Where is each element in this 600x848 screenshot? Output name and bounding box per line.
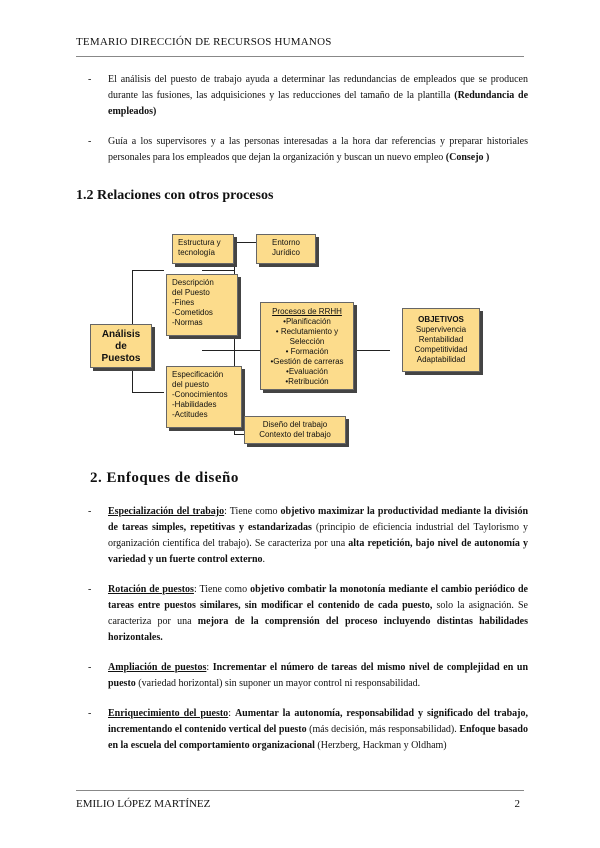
- enfoque-text: :: [206, 662, 213, 673]
- enfoque-title: Rotación de puestos: [108, 584, 194, 595]
- connector: [132, 366, 133, 392]
- box-line: Estructura y: [178, 238, 221, 247]
- page-number: 2: [514, 798, 520, 810]
- descripcion-box: [166, 274, 238, 336]
- footer-rule: [76, 790, 524, 791]
- connector: [132, 270, 133, 324]
- enfoque-text: (variedad horizontal) sin suponer un mayor control ni responsabilidad.: [135, 678, 421, 689]
- box-line: del Puesto: [172, 288, 210, 297]
- box-line: • Formación: [285, 347, 329, 356]
- enfoque-bold: alta repetición, bajo nivel de autonomía y variedad y un fuerte control externo: [108, 538, 528, 565]
- enfoque-bold: Aumentar la autonomía, responsabilidad y significado del trabajo, incrementando el contenido vertical del puesto: [108, 708, 528, 735]
- enfoque-item: [88, 660, 528, 692]
- page-header: TEMARIO DIRECCIÓN DE RECURSOS HUMANOS: [76, 36, 332, 48]
- enfoque-text: : Tiene como: [193, 584, 251, 595]
- box-line: •Planificación: [283, 317, 331, 326]
- especificacion-box: [166, 366, 242, 428]
- enfoque-text: solo la asignación. Se caracteriza por una: [108, 600, 528, 627]
- box-line: Competitividad: [414, 345, 468, 354]
- box-line: tecnología: [178, 248, 215, 257]
- box-line: Adaptabilidad: [416, 355, 466, 364]
- box-line: Supervivencia: [415, 325, 467, 334]
- connector: [234, 434, 244, 435]
- enfoque-item: [88, 582, 528, 646]
- enfoque-bold: mejora de la comprensión del proceso incluyendo distintas habilidades horizontales.: [108, 616, 528, 643]
- enfoques-list: [88, 504, 528, 768]
- header-rule: [76, 56, 524, 57]
- objetivos-box: [402, 308, 480, 372]
- bullet-bold: (Redundancia de empleados): [108, 90, 529, 117]
- box-line: -Habilidades: [172, 400, 217, 409]
- box-title: Procesos de RRHH: [272, 307, 342, 316]
- enfoque-text: : Tiene como: [224, 506, 281, 517]
- connector: [234, 242, 256, 243]
- analisis-box: [90, 324, 152, 368]
- connector: [202, 350, 260, 351]
- box-line: Puestos: [101, 353, 141, 364]
- box-line: • Reclutamiento y Selección: [275, 327, 339, 346]
- bullet-bold: (Consejo ): [445, 152, 490, 163]
- enfoque-title: Ampliación de puestos: [108, 662, 207, 673]
- intro-bullet: - El análisis del puesto de trabajo ayuda a determinar las redundancias de empleados que se producen durante las fusiones, las adquisiciones y las reducciones del tamaño de la plantilla (Redundancia de empleados): [88, 74, 529, 117]
- enfoque-title: Enriquecimiento del puesto: [108, 708, 229, 719]
- enfoque-text: .: [262, 554, 266, 565]
- box-line: •Evaluación: [286, 367, 328, 376]
- enfoque-title: Especialización del trabajo: [108, 506, 225, 517]
- connector: [132, 270, 164, 271]
- enfoque-text: (Herzberg, Hackman y Oldham): [314, 740, 447, 751]
- box-line: Diseño del trabajo: [262, 420, 328, 429]
- box-line: Entorno: [271, 238, 301, 247]
- box-line: Descripción: [172, 278, 214, 287]
- bullet-dash: -: [88, 506, 92, 517]
- bullet-dash: -: [88, 662, 92, 673]
- connector: [350, 350, 390, 351]
- box-line: -Conocimientos: [172, 390, 228, 399]
- box-line: de: [115, 341, 127, 352]
- box-line: •Gestión de carreras: [270, 357, 344, 366]
- estructura-box: [172, 234, 234, 264]
- enfoque-text: :: [228, 708, 235, 719]
- intro-bullet-list: [88, 72, 528, 166]
- box-line: Especificación: [172, 370, 224, 379]
- box-line: del puesto: [172, 380, 209, 389]
- box-line: Contexto del trabajo: [259, 430, 331, 439]
- box-line: -Normas: [172, 318, 203, 327]
- process-diagram: [84, 226, 536, 448]
- enfoque-item: [88, 706, 528, 754]
- enfoque-item: [88, 504, 528, 568]
- connector: [202, 270, 235, 271]
- enfoque-bold: Incrementar el número de tareas del mismo nivel de complejidad en un puesto: [108, 662, 529, 689]
- intro-bullet: - Guía a los supervisores y a las personas interesadas a la hora dar referencias y preparar historiales personales para los empleados que dejan la organización y buscan un nuevo empleo (Consejo ): [88, 136, 528, 163]
- entorno-box: [256, 234, 316, 264]
- procesos-box: [260, 302, 354, 390]
- enfoque-bold: objetivo maximizar la productividad mediante la división de tareas simples, repetitivas y estandarizadas: [108, 506, 529, 533]
- bullet-text: Guía a los supervisores y a las personas interesadas a la hora dar referencias y preparar historiales personales para los empleados que dejan la organización y buscan un nuevo empleo: [108, 136, 528, 163]
- enfoque-text: (más decisión, más responsabilidad).: [306, 724, 460, 735]
- box-line: -Fines: [172, 298, 195, 307]
- enfoque-bold: Enfoque basado en la escuela del comportamiento organizacional: [108, 724, 528, 751]
- enfoque-bold: objetivo combatir la monotonía mediante el cambio periódico de tareas entre puestos similares, sin modificar el contenido de cada puesto,: [108, 584, 528, 611]
- section-heading-1-2: 1.2 Relaciones con otros procesos: [76, 188, 274, 203]
- enfoque-text: (principio de eficiencia industrial del Taylorismo y organización científica del trabajo). Se caracteriza por una: [108, 522, 528, 549]
- bullet-text: El análisis del puesto de trabajo ayuda a determinar las redundancias de empleados que se producen durante las fusiones, las adquisiciones y las reducciones del tamaño de la plantilla: [108, 74, 528, 101]
- box-line: Jurídico: [271, 248, 300, 257]
- bullet-dash: -: [88, 584, 92, 595]
- box-line: -Cometidos: [172, 308, 213, 317]
- box-line: Análisis: [101, 329, 141, 340]
- section-heading-2: 2. Enfoques de diseño: [90, 470, 239, 486]
- box-line: -Actitudes: [172, 410, 208, 419]
- page-footer: EMILIO LÓPEZ MARTÍNEZ: [76, 798, 211, 810]
- diseno-box: [244, 416, 346, 444]
- box-title: OBJETIVOS: [418, 315, 464, 324]
- connector: [132, 392, 164, 393]
- box-line: Rentabilidad: [418, 335, 464, 344]
- box-line: •Retribución: [285, 377, 329, 386]
- bullet-dash: -: [88, 708, 92, 719]
